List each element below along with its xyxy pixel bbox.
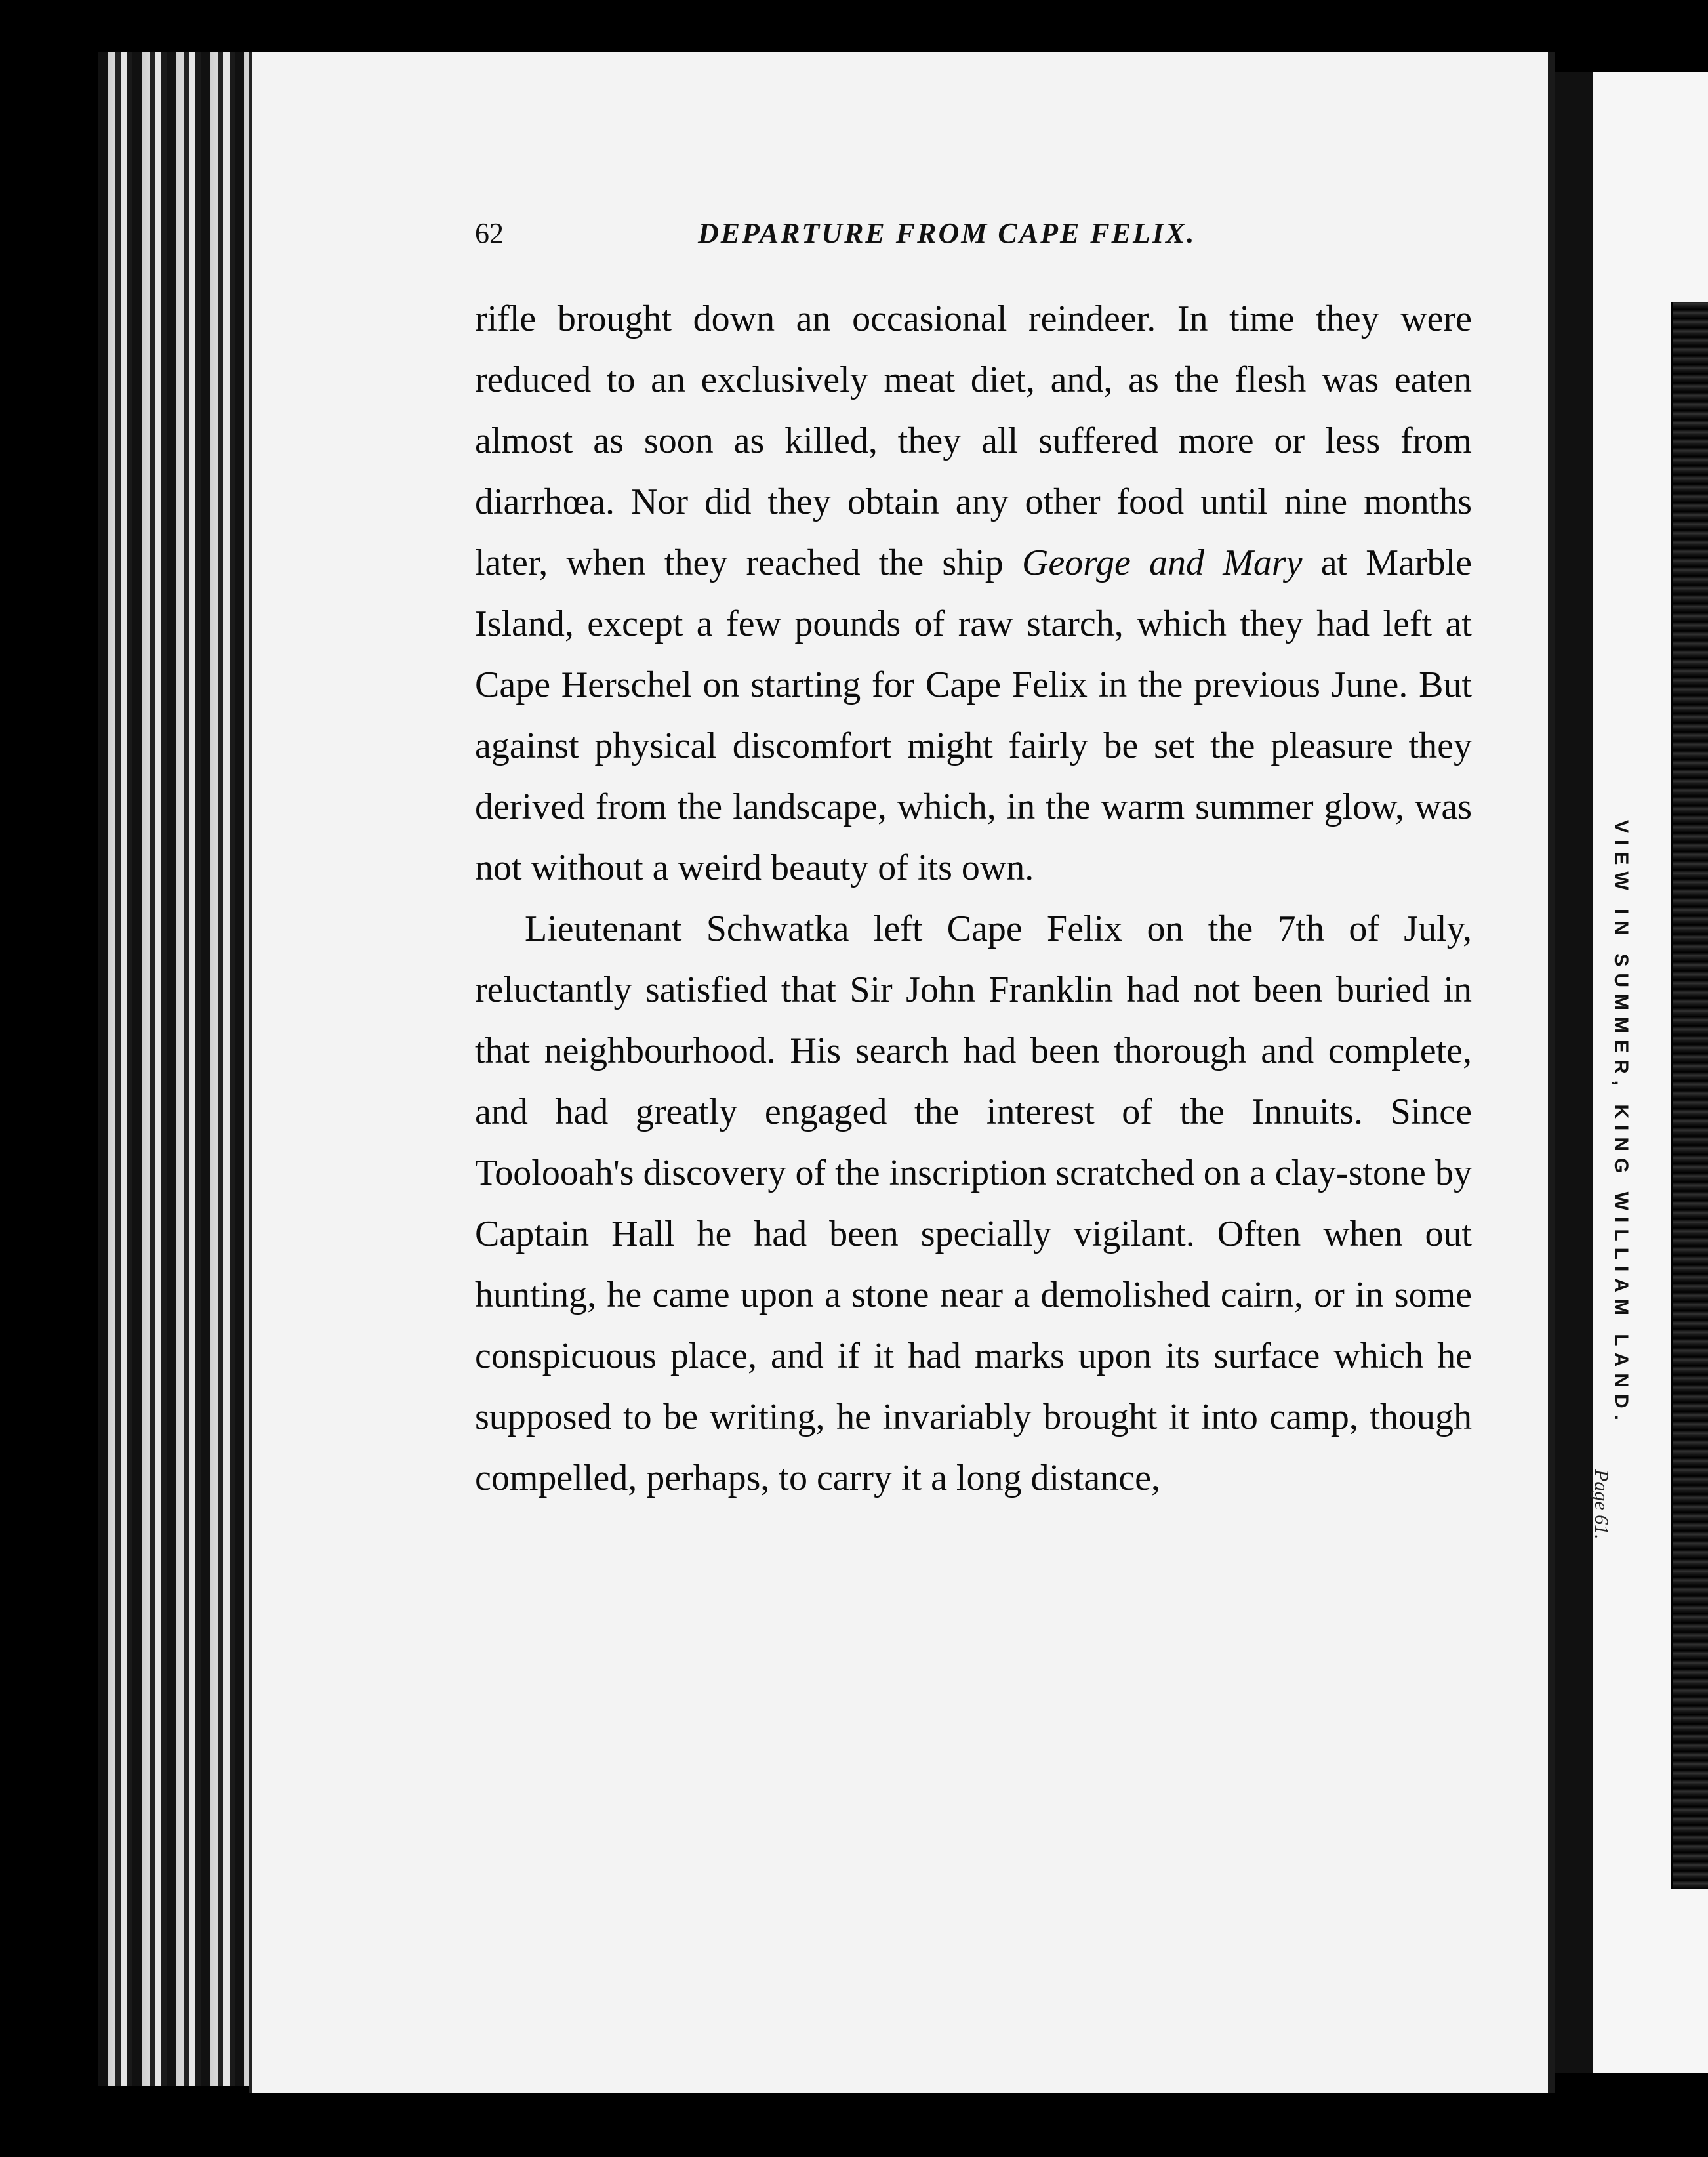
paragraph-1-text-b: at Marble Island, except a few pounds of raw starch, which they had left at Cape Herschel on starting for Cape Felix in the previous June. But against physical discomfort might fairly be set the pleasure they derived from the landscape, which, in the warm summer glow, was not without a weird beauty of its own. <box>475 543 1473 888</box>
running-head <box>475 216 1472 289</box>
page-number: 62 <box>475 217 504 249</box>
facing-plate <box>1593 72 1708 2073</box>
body-text <box>475 289 1472 1509</box>
plate-border <box>1555 72 1593 2073</box>
book-page <box>249 52 1555 2093</box>
paragraph-1-text-a: rifle brought down an occasional reindeer. In time they were reduced to an exclusively meat diet, and, as the flesh was eaten almost as soon as killed, they all suffered more or less from diarrhœa. Nor did they obtain any other food until nine months later, when they reached the ship <box>475 298 1472 583</box>
plate-page-reference-text: Page 61. <box>1591 1469 1612 1540</box>
paragraph-2: Lieutenant Schwatka left Cape Felix on the 7th of July, reluctantly satisfied that Sir John Franklin had not been buried in that neighbourhood. His search had been thorough and complete, and had greatly engaged the interest of the Innuits. Since Toolooah's discovery of the inscription scratched on a clay-stone by Captain Hall he had been specially vigilant. Often when out hunting, he came upon a stone near a demolished cairn, or in some conspicuous place, and if it had marks upon its surface which he supposed to be writing, he invariably brought it into camp, though compelled, perhaps, to carry it a long distance, <box>475 909 1472 1498</box>
ship-name: George and Mary <box>1021 543 1303 583</box>
running-title: DEPARTURE FROM CAPE FELIX. <box>698 217 1196 249</box>
page-content <box>475 216 1472 1509</box>
book-page-edges <box>98 52 262 2086</box>
plate-caption-text: VIEW IN SUMMER, KING WILLIAM LAND. <box>1610 820 1632 1427</box>
plate-illustration <box>1671 302 1708 1889</box>
paragraph-1 <box>475 289 1472 899</box>
